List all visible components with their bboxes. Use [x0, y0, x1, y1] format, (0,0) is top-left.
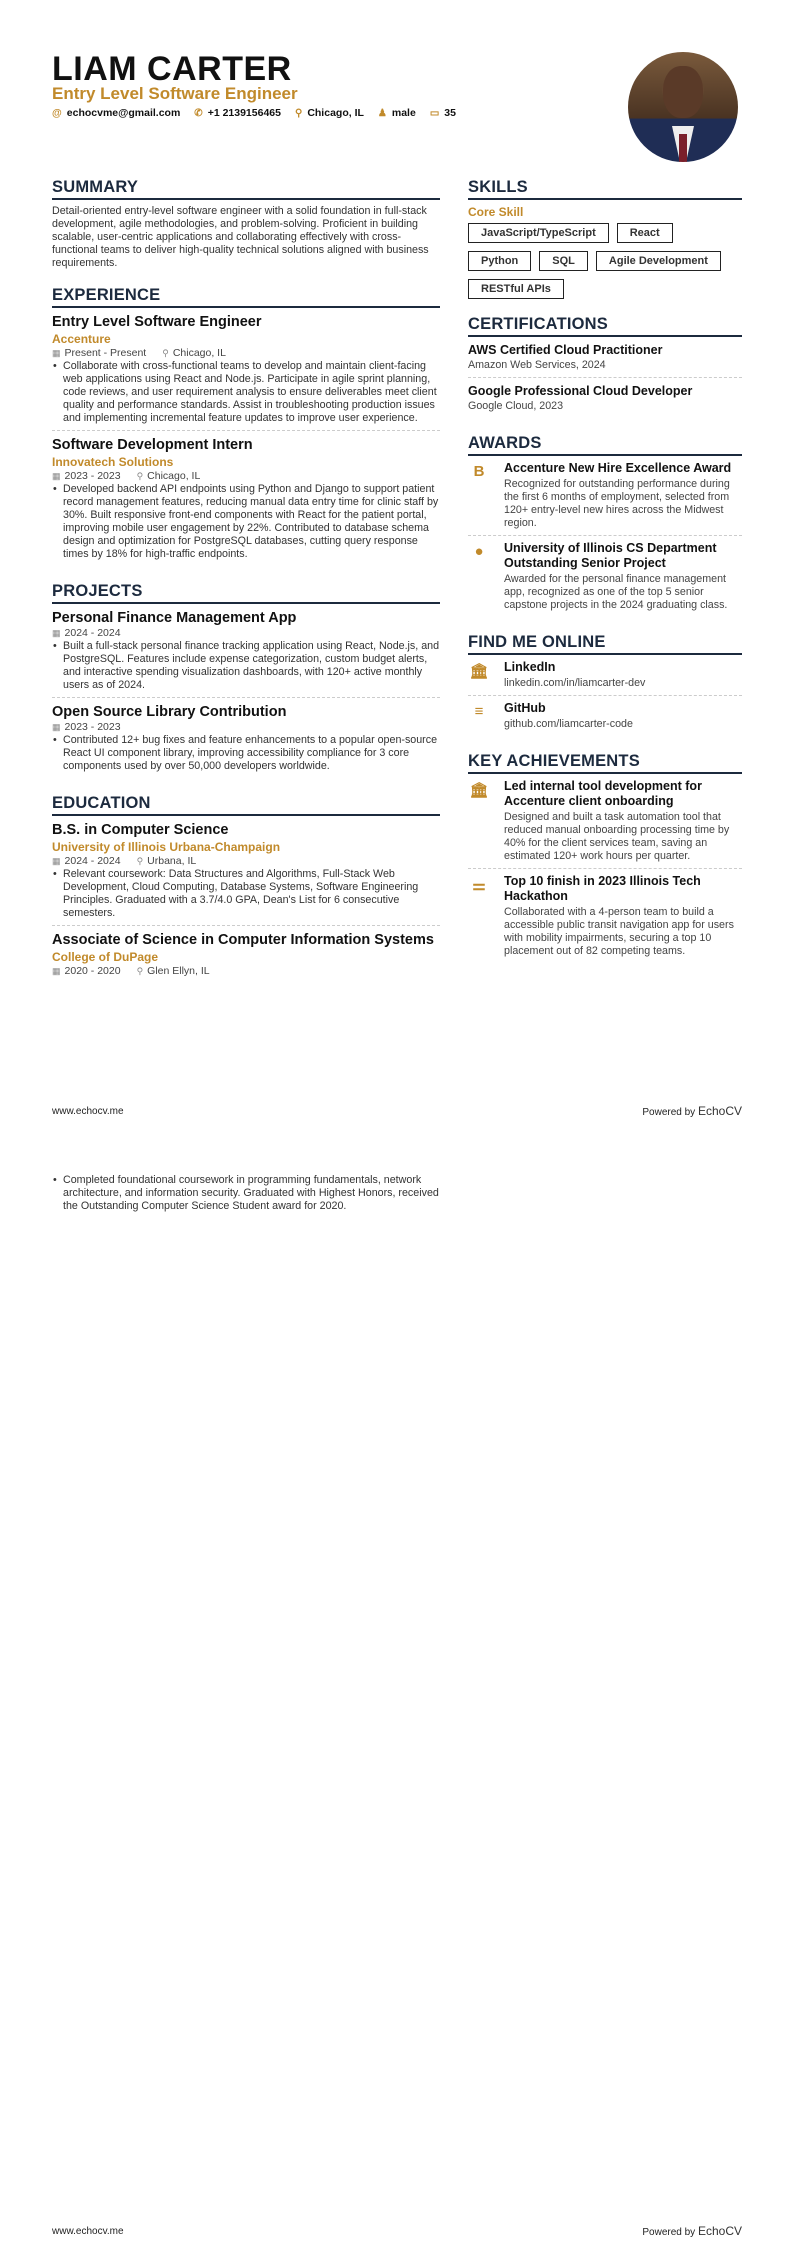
lines-icon: ≡	[474, 703, 484, 720]
item-body	[504, 779, 742, 863]
entry-bullets	[52, 734, 440, 773]
date-range	[52, 627, 121, 640]
powered-label: Powered by	[642, 1107, 696, 1118]
skills-heading: SKILLS	[468, 178, 742, 200]
page2-continuation	[52, 1174, 440, 1213]
speech-bubble-icon: ●	[474, 543, 484, 560]
location-icon: ⚲	[294, 108, 303, 119]
certifications-section	[468, 315, 742, 418]
item-meta	[52, 965, 440, 978]
skill-chip: JavaScript/TypeScript	[468, 223, 609, 243]
location	[137, 855, 197, 868]
item-desc: Recognized for outstanding performance during the first 6 months of employment, selected from 120+ entry-level new hires across the Midwest region.	[504, 478, 730, 529]
projects-section	[52, 582, 440, 778]
bullet: • Contributed 12+ bug fixes and feature enhancements to a popular open-source React UI component library, improving accessibility compliance for 3 core components used by over 50,000 developers worldwide.	[52, 734, 440, 773]
awards-heading: AWARDS	[468, 434, 742, 456]
item-desc: Collaborated with a 4-person team to build a accessible public transit navigation app for users with mobility impairments, securing a top 10 placement out of 82 competing teams.	[504, 906, 734, 957]
skill-chip: Agile Development	[596, 251, 721, 271]
candidate-name: LIAM CARTER	[52, 50, 292, 88]
experience-section	[52, 286, 440, 566]
location-text: Chicago, IL	[172, 347, 226, 359]
contact-item	[378, 107, 416, 119]
skill-chip: SQL	[539, 251, 588, 271]
summary-text: Detail-oriented entry-level software engineer with a solid foundation in full-stack development, agile methodologies, and problem-solving. Proficient in building scalable, user-centric applications and collaborating effectively with cross-functional teams to deliver high-quality technical solutions aligned with business requirements.	[52, 205, 429, 269]
date-range	[52, 855, 121, 868]
location-icon: ⚲	[136, 966, 144, 976]
person-icon: ♟	[377, 108, 387, 119]
item-title: Accenture New Hire Excellence Award	[504, 461, 732, 475]
online-item[interactable]	[468, 660, 742, 696]
date-range	[52, 347, 146, 360]
item-meta	[52, 470, 440, 483]
education-section	[52, 794, 440, 983]
bullet: • Developed backend API endpoints using Python and Django to support patient record management features, reducing manual data entry time for clinic staff by 30%. Built responsive front-end components with React for the patient portal, improving mobile user engagement by 22%. Contributed to database schema design and optimization for PostgreSQL databases, cutting query response times by 18% for high-traffic endpoints.	[52, 483, 440, 561]
calendar-icon: ▭	[429, 108, 440, 119]
item-body	[504, 541, 742, 612]
projects-entry	[52, 703, 440, 778]
bullet: • Collaborate with cross-functional teams to develop and maintain client-facing web applications using React and Node.js. Participate in agile sprint planning, code reviews, and user requirement analysis to ensure deliverables meet client quality and performance standards. Assist in troubleshooting production issues and implementing incremental feature updates to improve user experience.	[52, 360, 440, 425]
awards-item	[468, 461, 742, 536]
item-title: LinkedIn	[504, 660, 556, 674]
contact-location[interactable]: Chicago, IL	[307, 107, 364, 119]
entry-organization: University of Illinois Urbana-Champaign	[52, 840, 281, 854]
skill-chip: Python	[468, 251, 531, 271]
entry-title: Entry Level Software Engineer	[52, 314, 262, 330]
awards-item	[468, 541, 742, 617]
online-section	[468, 633, 742, 736]
entry-bullets	[52, 868, 440, 920]
item-meta	[52, 347, 440, 360]
location-icon: ⚲	[162, 348, 169, 358]
entry-bullets	[52, 483, 440, 561]
achievements-item	[468, 874, 742, 963]
contact-item	[52, 107, 180, 119]
sliders-icon: ⚌	[472, 877, 486, 894]
certification-item	[468, 383, 742, 418]
certification-item	[468, 342, 742, 378]
contact-at[interactable]: echocvme@gmail.com	[66, 107, 181, 119]
achievements-item	[468, 779, 742, 869]
contact-item	[430, 107, 456, 119]
cert-issuer: Google Cloud, 2023	[468, 400, 564, 412]
candidate-title: Entry Level Software Engineer	[52, 84, 298, 103]
education-bullet: • Completed foundational coursework in programming fundamentals, network architecture, and information security. Graduated with Highest Honors, received the Outstanding Computer Science Student award for 2020.	[52, 1174, 440, 1213]
education-heading: EDUCATION	[52, 794, 440, 816]
dates: 2024 - 2024	[64, 627, 121, 639]
entry-bullets	[52, 360, 440, 425]
item-meta	[52, 855, 440, 868]
cert-title: AWS Certified Cloud Practitioner	[468, 343, 663, 357]
online-heading: FIND ME ONLINE	[468, 633, 742, 655]
left-column	[52, 178, 440, 999]
location	[137, 965, 210, 978]
right-column	[468, 178, 742, 979]
b-letter-icon: B	[473, 463, 485, 480]
item-body	[504, 660, 645, 690]
item-meta	[52, 721, 440, 734]
item-title: Top 10 finish in 2023 Illinois Tech Hackathon	[504, 874, 701, 903]
brand-logo: EchoCV	[697, 1104, 742, 1118]
experience-heading: EXPERIENCE	[52, 286, 440, 308]
entry-organization: College of DuPage	[52, 950, 159, 964]
profile-photo	[628, 52, 738, 162]
entry-title: Open Source Library Contribution	[52, 704, 287, 720]
footer-site-page2[interactable]: www.echocv.me	[52, 2226, 124, 2237]
entry-bullets	[52, 640, 440, 692]
item-body	[504, 461, 742, 530]
powered-label: Powered by	[642, 2227, 696, 2238]
item-title: Led internal tool development for Accenture client onboarding	[504, 779, 702, 808]
bullet: • Relevant coursework: Data Structures and Algorithms, Full-Stack Web Development, Cloud Computing, Database Systems, Software Engineering Principles. Graduated with a 3.7/4.0 GPA, Dean's List for 6 consecutive semesters.	[52, 868, 440, 920]
calendar-icon: ▦	[52, 348, 61, 358]
contact-bar	[52, 107, 456, 119]
dates: 2023 - 2023	[64, 721, 121, 733]
contact-calendar[interactable]: 35	[444, 107, 456, 119]
location-icon: ⚲	[136, 856, 144, 866]
entry-title: B.S. in Computer Science	[52, 822, 229, 838]
item-desc: Awarded for the personal finance management app, recognized as one of the top 5 senior capstone projects in the 2024 graduating class.	[504, 573, 728, 611]
footer-site[interactable]: www.echocv.me	[52, 1106, 124, 1117]
location-text: Urbana, IL	[147, 855, 197, 867]
location-text: Glen Ellyn, IL	[147, 965, 210, 977]
achievements-heading: KEY ACHIEVEMENTS	[468, 752, 742, 774]
location	[137, 470, 201, 483]
item-desc: Designed and built a task automation tool that reduced manual onboarding processing time by 40% for the client services team, saving an estimated 120+ work hours per quarter.	[504, 811, 730, 862]
item-desc[interactable]: linkedin.com/in/liamcarter-dev	[504, 677, 646, 689]
skill-category: Core Skill	[468, 205, 524, 219]
awards-section	[468, 434, 742, 617]
bullet: • Built a full-stack personal finance tracking application using React, Node.js, and PostgreSQL. Features include expense categorization, custom budget alerts, and interactive spending visualization dashboards, with 120+ active monthly users as of 2024.	[52, 640, 440, 692]
projects-heading: PROJECTS	[52, 582, 440, 604]
entry-title: Software Development Intern	[52, 437, 253, 453]
location-text: Chicago, IL	[147, 470, 201, 482]
calendar-icon: ▦	[52, 471, 61, 481]
bank-icon: 🏛	[469, 663, 489, 680]
item-desc[interactable]: github.com/liamcarter-code	[504, 718, 633, 730]
item-title: University of Illinois CS Department Outstanding Senior Project	[504, 541, 717, 570]
summary-section	[52, 178, 440, 270]
footer-powered-page2	[642, 2224, 742, 2238]
date-range	[52, 965, 121, 978]
cert-title: Google Professional Cloud Developer	[468, 384, 693, 398]
at-icon: @	[52, 108, 62, 119]
dates: 2024 - 2024	[64, 855, 121, 867]
dates: 2020 - 2020	[64, 965, 121, 977]
calendar-icon: ▦	[52, 966, 61, 976]
footer-powered	[642, 1104, 742, 1118]
contact-item	[194, 107, 281, 119]
education-entry	[52, 821, 440, 926]
item-body	[504, 874, 742, 958]
location-icon: ⚲	[136, 471, 144, 481]
experience-entry	[52, 313, 440, 431]
date-range	[52, 721, 121, 734]
date-range	[52, 470, 121, 483]
entry-title: Associate of Science in Computer Information Systems	[52, 932, 434, 948]
skill-chip: RESTful APIs	[468, 279, 564, 299]
experience-entry	[52, 436, 440, 566]
phone-icon: ✆	[194, 108, 203, 119]
dates: 2023 - 2023	[64, 470, 121, 482]
skills-section	[468, 178, 742, 299]
summary-heading: SUMMARY	[52, 178, 440, 200]
achievements-section	[468, 752, 742, 963]
contact-item	[295, 107, 364, 119]
contact-person[interactable]: male	[391, 107, 416, 119]
education-entry	[52, 931, 440, 983]
dates: Present - Present	[64, 347, 147, 359]
online-item[interactable]	[468, 701, 742, 736]
certifications-heading: CERTIFICATIONS	[468, 315, 742, 337]
skill-chip: React	[617, 223, 673, 243]
item-title: GitHub	[504, 701, 546, 715]
item-body	[504, 701, 633, 731]
projects-entry	[52, 609, 440, 698]
brand-logo: EchoCV	[697, 2224, 742, 2238]
calendar-icon: ▦	[52, 628, 61, 638]
contact-phone[interactable]: +1 2139156465	[207, 107, 281, 119]
entry-organization: Accenture	[52, 332, 111, 346]
item-meta	[52, 627, 440, 640]
location	[162, 347, 226, 360]
calendar-icon: ▦	[52, 722, 61, 732]
entry-title: Personal Finance Management App	[52, 610, 297, 626]
bank-icon: 🏛	[469, 782, 489, 799]
calendar-icon: ▦	[52, 856, 61, 866]
cert-issuer: Amazon Web Services, 2024	[468, 359, 606, 371]
entry-organization: Innovatech Solutions	[52, 455, 174, 469]
